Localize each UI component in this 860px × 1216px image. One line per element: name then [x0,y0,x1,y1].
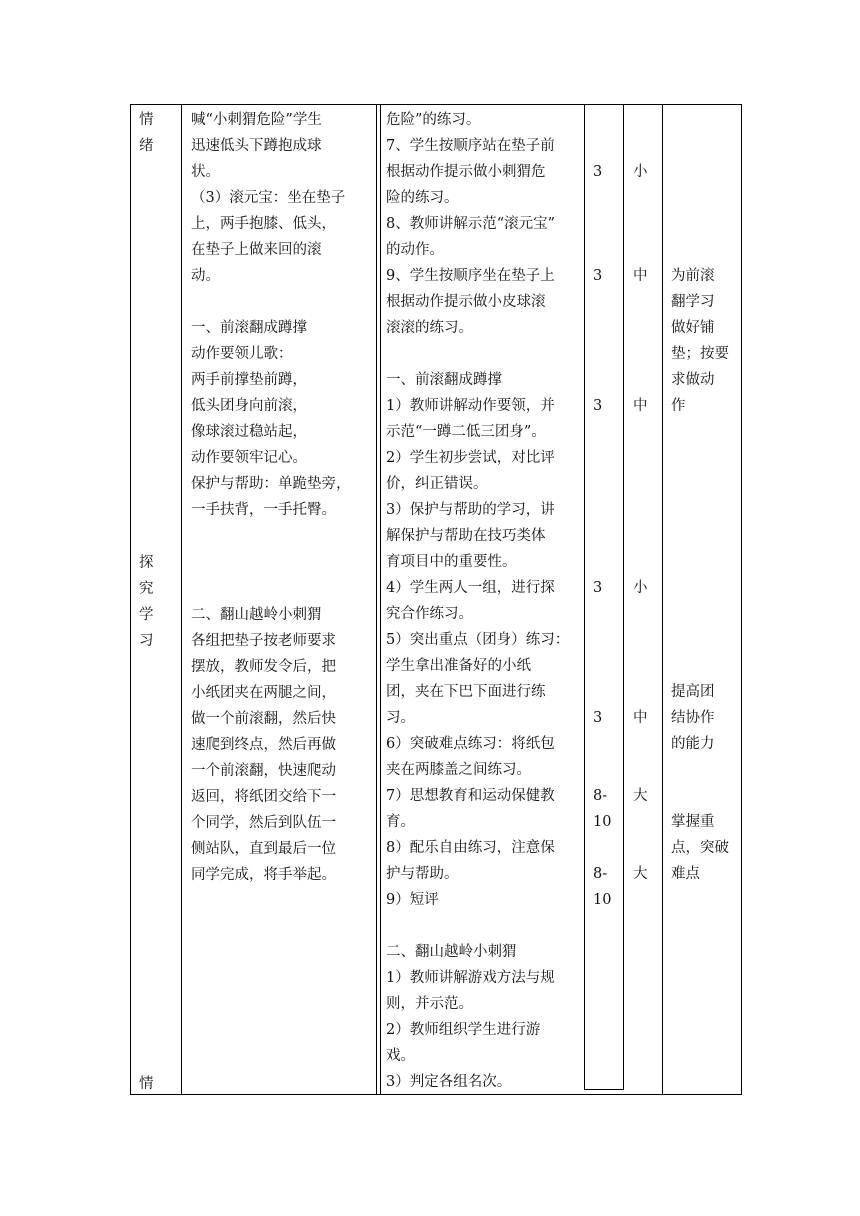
count-value: 3 [593,710,603,726]
content-block-1 [191,107,345,289]
intensity-value: 小 [633,580,648,596]
purpose-line: 点，突破 [671,840,729,856]
phase-char: 学 [139,607,154,623]
content-line: 摆放，教师发令后，把 [191,659,336,675]
col-border-2a [376,104,377,1095]
method-line: 价，纠正错误。 [386,476,488,492]
content-line: 速爬到终点，然后再做 [191,737,336,753]
method-line: 二、翻山越岭小刺猬 [386,944,517,960]
content-line: 侧站队，直到最后一位 [191,841,336,857]
content-line: 一个前滚翻，快速爬动 [191,763,336,779]
purpose-line: 提高团 [671,684,715,700]
method-line: 1）教师讲解游戏方法与规 [386,970,555,986]
count-value: 10 [593,892,612,908]
method-line: 育。 [386,814,415,830]
phase-char: 绪 [139,138,154,154]
method-line: 4）学生两人一组，进行探 [386,580,555,596]
content-line: 一手扶背，一手托臀。 [191,502,336,518]
col-border-5 [662,104,663,1095]
method-block-1 [386,107,555,341]
phase-label-emotion-bottom [139,1071,154,1097]
intensity-value: 中 [633,710,648,726]
content-line: 同学完成，将手举起。 [191,867,336,883]
content-line: 一、前滚翻成蹲撑 [191,320,307,336]
inner-bottom-right [623,1094,663,1095]
content-line: 保护与帮助：单跪垫旁， [191,476,351,492]
phase-char: 习 [139,633,154,649]
content-line: 返回，将纸团交给下一 [191,789,336,805]
count-value: 3 [593,268,603,284]
content-line: 状。 [191,164,220,180]
content-line: 迅速低头下蹲抱成球 [191,138,322,154]
content-line: 像球滚过稳站起， [191,424,307,440]
purpose-block-3 [671,809,729,887]
purpose-line: 垫；按要 [671,346,729,362]
count-value: 3 [593,580,603,596]
method-line: 9、学生按顺序坐在垫子上 [386,268,555,284]
method-line: 根据动作提示做小皮球滚 [386,294,546,310]
method-line: 8）配乐自由练习，注意保 [386,840,555,856]
purpose-line: 为前滚 [671,268,715,284]
method-line: 根据动作提示做小刺猬危 [386,164,546,180]
method-line: 5）突出重点（团身）练习： [386,632,570,648]
content-line: 做一个前滚翻，然后快 [191,711,336,727]
method-line: 7、学生按顺序站在垫子前 [386,138,555,154]
col-border-6 [741,104,742,1095]
method-line: 护与帮助。 [386,866,459,882]
content-line: 二、翻山越岭小刺猬 [191,607,322,623]
content-line: 两手前撑垫前蹲， [191,372,307,388]
method-line: 2）教师组织学生进行游 [386,1022,541,1038]
content-line: 各组把垫子按老师要求 [191,633,336,649]
col-border-0 [130,104,131,1095]
phase-char: 探 [139,555,154,571]
method-line: 夹在两膝盖之间练习。 [386,762,531,778]
intensity-value: 中 [633,268,648,284]
purpose-block-2 [671,679,715,757]
col-border-2b [380,104,381,1095]
intensity-value: 小 [633,164,648,180]
content-line: 动。 [191,268,220,284]
method-block-2 [386,367,569,913]
method-line: 7）思想教育和运动保健教 [386,788,555,804]
method-line: 戏。 [386,1048,415,1064]
purpose-line: 掌握重 [671,814,715,830]
intensity-value: 大 [633,866,648,882]
method-line: 育项目中的重要性。 [386,554,517,570]
intensity-value: 中 [633,398,648,414]
count-value: 3 [593,398,603,414]
content-line: 动作要领牢记心。 [191,450,307,466]
content-line: 小纸团夹在两腿之间， [191,685,336,701]
method-line: 解保护与帮助在技巧类体 [386,528,546,544]
col-border-1 [181,104,182,1095]
method-line: 习。 [386,710,415,726]
phase-char: 情 [139,112,154,128]
count-value: 8- [593,866,608,882]
phase-label-explore [139,550,154,654]
method-line: 团，夹在下巴下面进行练 [386,684,546,700]
content-line: （3）滚元宝：坐在垫子 [191,190,346,206]
method-line: 1）教师讲解动作要领，并 [386,398,555,414]
method-line: 险的练习。 [386,190,459,206]
content-block-2 [191,315,351,523]
content-line: 动作要领儿歌： [191,346,293,362]
method-line: 危险”的练习。 [386,112,481,128]
method-line: 3）保护与帮助的学习，讲 [386,502,555,518]
purpose-line: 难点 [671,866,700,882]
col-border-3 [584,104,585,1090]
content-line: 上，两手抱膝、低头， [191,216,336,232]
content-line: 喊“小刺猬危险”学生 [191,112,322,128]
purpose-line: 翻学习 [671,294,715,310]
count-value: 8- [593,788,608,804]
method-line: 6）突破难点练习：将纸包 [386,736,555,752]
method-line: 示范“一蹲二低三团身”。 [386,424,546,440]
count-value: 10 [593,814,612,830]
content-block-3 [191,602,336,888]
method-line: 滚滚的练习。 [386,320,473,336]
purpose-line: 的能力 [671,736,715,752]
phase-char: 究 [139,581,154,597]
inner-bottom-left [584,1089,624,1090]
method-line: 一、前滚翻成蹲撑 [386,372,502,388]
method-line: 3）判定各组名次。 [386,1074,512,1090]
content-line: 个同学，然后到队伍一 [191,815,336,831]
col-border-4 [623,104,624,1090]
purpose-block-1 [671,263,729,419]
purpose-line: 作 [671,398,686,414]
method-line: 9）短评 [386,892,439,908]
phase-char: 情 [139,1076,154,1092]
intensity-value: 大 [633,788,648,804]
method-block-3 [386,939,555,1095]
method-line: 究合作练习。 [386,606,473,622]
purpose-line: 求做动 [671,372,715,388]
method-line: 的动作。 [386,242,444,258]
content-line: 在垫子上做来回的滚 [191,242,322,258]
method-line: 2）学生初步尝试，对比评 [386,450,555,466]
phase-label-emotion-top [139,107,154,159]
content-line: 低头团身向前滚， [191,398,307,414]
method-line: 8、教师讲解示范“滚元宝” [386,216,556,232]
count-value: 3 [593,164,603,180]
method-line: 学生拿出准备好的小纸 [386,658,531,674]
table-top-border [130,104,741,105]
purpose-line: 结协作 [671,710,715,726]
method-line: 则，并示范。 [386,996,473,1012]
purpose-line: 做好铺 [671,320,715,336]
